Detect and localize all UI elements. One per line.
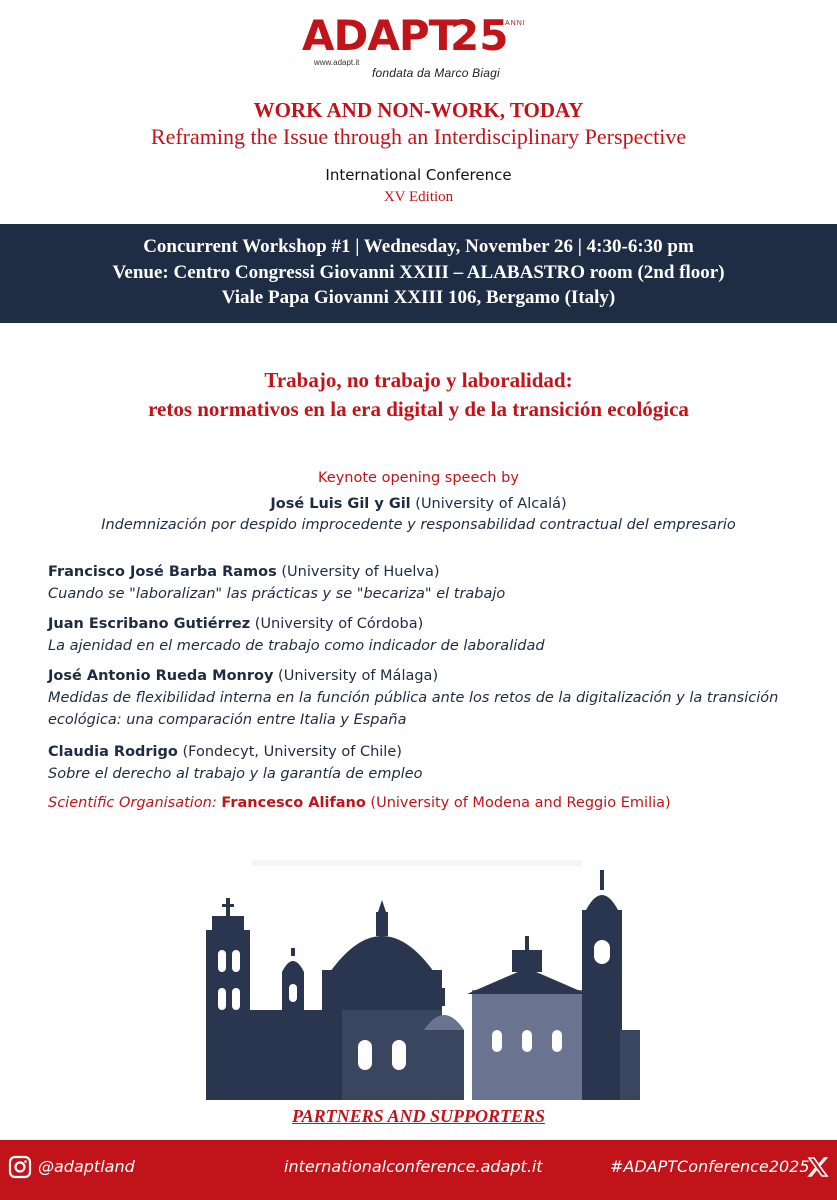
workshop-schedule: Concurrent Workshop #1 | Wednesday, November 26 | 4:30-6:30 pm [143, 236, 694, 257]
keynote-speaker-name: José Luis Gil y Gil [270, 496, 411, 512]
talk-title: Cuando se "laboralizan" las prácticas y se "becariza" el trabajo [48, 586, 506, 602]
speaker-affiliation: (Fondecyt, University of Chile) [177, 744, 402, 760]
instagram-handle[interactable]: @adaptland [38, 1157, 135, 1176]
conference-hashtag[interactable]: #ADAPTConference2025 [610, 1157, 810, 1176]
website-link[interactable]: internationalconference.adapt.it [284, 1157, 543, 1176]
keynote-speaker [0, 496, 837, 512]
main-dome [330, 936, 434, 972]
conference-type: International Conference [325, 166, 512, 184]
workshop-venue: Venue: Centro Congressi Giovanni XXIII – ALABASTRO room (2nd floor) [112, 262, 725, 283]
partners-heading: PARTNERS AND SUPPORTERS [291, 1106, 546, 1126]
keynote-speaker-affiliation: (University of Alcalá) [410, 496, 567, 512]
organisation-name: Francesco Alifano [221, 795, 366, 811]
talk-item [48, 613, 818, 657]
instagram-icon[interactable] [8, 1155, 32, 1179]
talk-item [48, 741, 818, 785]
organisation-label: Scientific Organisation: [48, 795, 222, 811]
scientific-organisation [48, 795, 671, 811]
workshop-title-line1: Trabajo, no trabajo y laboralidad: [264, 368, 573, 392]
talk-title: Sobre el derecho al trabajo y la garantía de empleo [48, 766, 423, 782]
talk-item [48, 561, 818, 605]
talk-item [48, 665, 818, 731]
bergamo-skyline-illustration [192, 860, 642, 1100]
workshop-title-line2: retos normativos en la era digital y de la transición ecológica [148, 397, 689, 421]
speaker-name: Francisco José Barba Ramos [48, 564, 277, 580]
conference-title: WORK AND NON-WORK, TODAY [253, 98, 584, 122]
left-tower [206, 930, 250, 1100]
workshop-info-band [0, 224, 837, 323]
talk-title: La ajenidad en el mercado de trabajo como indicador de laboralidad [48, 638, 545, 654]
conference-edition: XV Edition [383, 189, 454, 205]
logo-anniversary-number: 25 [450, 11, 509, 60]
conference-subtitle: Reframing the Issue through an Interdisciplinary Perspective [150, 124, 687, 149]
logo-url: www.adapt.it [314, 58, 360, 67]
speaker-affiliation: (University of Málaga) [273, 668, 439, 684]
speaker-affiliation: (University of Huelva) [276, 564, 440, 580]
footer-bar [0, 1140, 837, 1200]
adapt-logo [300, 11, 530, 80]
x-twitter-icon[interactable] [806, 1155, 830, 1179]
logo-wordmark: ADAPT [302, 11, 457, 60]
speaker-name: José Antonio Rueda Monroy [48, 668, 274, 684]
speaker-name: Claudia Rodrigo [48, 744, 178, 760]
speaker-name: Juan Escribano Gutiérrez [48, 616, 251, 632]
talk-title: Medidas de flexibilidad interna en la función pública ante los retos de la digitalización y la transición ecológica: una comparación entre Italia y España [48, 690, 779, 728]
organisation-affiliation: (University of Modena and Reggio Emilia) [365, 795, 671, 811]
speaker-affiliation: (University of Córdoba) [250, 616, 424, 632]
workshop-address: Viale Papa Giovanni XXIII 106, Bergamo (Italy) [221, 287, 616, 308]
logo-anni: ANNI [505, 20, 526, 27]
logo-tagline: fondata da Marco Biagi [372, 66, 500, 80]
keynote-talk-title: Indemnización por despido improcedente y responsabilidad contractual del empresario [101, 517, 736, 533]
keynote-intro: Keynote opening speech by [318, 470, 519, 486]
